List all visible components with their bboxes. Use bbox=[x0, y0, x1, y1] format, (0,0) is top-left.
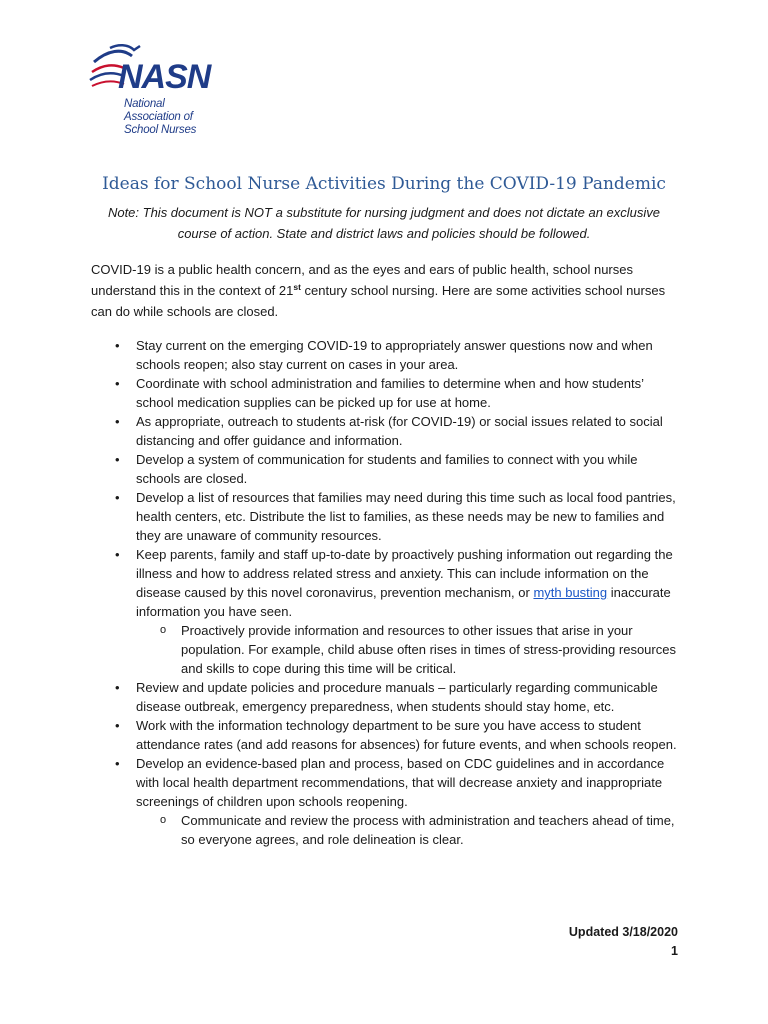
sub-list bbox=[136, 621, 681, 678]
bullet-icon: • bbox=[115, 756, 120, 771]
bullet-icon: • bbox=[115, 718, 120, 733]
list-item bbox=[91, 374, 681, 412]
logo-org-name bbox=[124, 98, 196, 137]
list-item-text: Work with the information technology department to be sure you have access to student attendance rates (and add reasons for absences) for future events, and when schools reopen. bbox=[136, 718, 677, 752]
list-item bbox=[91, 412, 681, 450]
list-item-text: Develop a list of resources that families may need during this time such as local food pantries, health centers, etc. Distribute the list to families, as these needs may be new to families and they are unaware of community resources. bbox=[136, 490, 676, 543]
list-item-text: inaccurate information you have seen. bbox=[136, 585, 671, 619]
sub-list bbox=[136, 811, 681, 849]
list-item-text: As appropriate, outreach to students at-risk (for COVID-19) or social issues related to social distancing and offer guidance and information. bbox=[136, 414, 663, 448]
list-item bbox=[91, 678, 681, 716]
updated-date: Updated 3/18/2020 bbox=[568, 925, 678, 939]
nasn-logo bbox=[88, 42, 228, 142]
list-item bbox=[91, 336, 681, 374]
myth-busting-link[interactable]: myth busting bbox=[533, 585, 608, 600]
bullet-icon: • bbox=[115, 547, 120, 562]
list-item-text: Stay current on the emerging COVID-19 to appropriately answer questions now and when schools reopen; also stay current on cases in your area. bbox=[136, 338, 653, 372]
disclaimer-note: Note: This document is NOT a substitute for nursing judgment and does not dictate an exclusive course of action. State and district laws and policies should be followed. bbox=[107, 205, 661, 241]
nasn-wordmark-icon bbox=[88, 42, 218, 98]
list-item bbox=[91, 754, 681, 849]
logo-acronym: NASN bbox=[118, 58, 211, 96]
list-item bbox=[91, 545, 681, 678]
list-item-text: Review and update policies and procedure manuals – particularly regarding communicable disease outbreak, emergency preparedness, when students should stay home, etc. bbox=[136, 680, 658, 714]
sub-list-item bbox=[136, 621, 681, 678]
intro-paragraph bbox=[91, 259, 681, 322]
sub-list-item-text: Proactively provide information and resources to other issues that arise in your population. For example, child abuse often rises in times of stress-providing resources and skills to cope during this time will be critical. bbox=[181, 623, 676, 676]
sub-bullet-icon: o bbox=[160, 624, 167, 636]
sub-list-item bbox=[136, 811, 681, 849]
list-item-text: Develop an evidence-based plan and process, based on CDC guidelines and in accordance with local health department recommendations, that will decrease anxiety and inappropriate screenings of children upon schools reopening. bbox=[136, 756, 665, 809]
logo-line: National bbox=[124, 98, 165, 110]
sub-bullet-icon: o bbox=[160, 814, 167, 826]
list-item bbox=[91, 716, 681, 754]
list-item bbox=[91, 450, 681, 488]
list-item-text: Keep parents, family and staff up-to-date by proactively pushing information out regarding the illness and how to address related stress and anxiety. This can include information on the disease caused by this novel coronavirus, prevention mechanism, or bbox=[136, 547, 673, 600]
intro-text: century school nursing. Here are some activities school nurses can do while schools are closed. bbox=[91, 283, 666, 319]
list-item-text: Coordinate with school administration and families to determine when and how students’ school medication supplies can be picked up for use at home. bbox=[136, 376, 644, 410]
bullet-icon: • bbox=[115, 376, 120, 391]
list-item bbox=[91, 488, 681, 545]
sub-list-item-text: Communicate and review the process with administration and teachers ahead of time, so everyone agrees, and role delineation is clear. bbox=[181, 813, 675, 847]
bullet-icon: • bbox=[115, 452, 120, 467]
bullet-icon: • bbox=[115, 490, 120, 505]
bullet-icon: • bbox=[115, 680, 120, 695]
bullet-icon: • bbox=[115, 338, 120, 353]
page-number: 1 bbox=[671, 944, 678, 958]
intro-text: COVID-19 is a public health concern, and as the eyes and ears of public health, school nurses understand this in the context of 21 bbox=[91, 262, 633, 298]
intro-superscript: st bbox=[293, 282, 301, 292]
bullet-icon: • bbox=[115, 414, 120, 429]
logo-line: School Nurses bbox=[124, 124, 197, 136]
list-item-text: Develop a system of communication for students and families to connect with you while schools are closed. bbox=[136, 452, 638, 486]
activity-list bbox=[91, 336, 681, 849]
logo-line: Association of bbox=[124, 111, 193, 123]
document-title: Ideas for School Nurse Activities During the COVID-19 Pandemic bbox=[102, 174, 666, 194]
